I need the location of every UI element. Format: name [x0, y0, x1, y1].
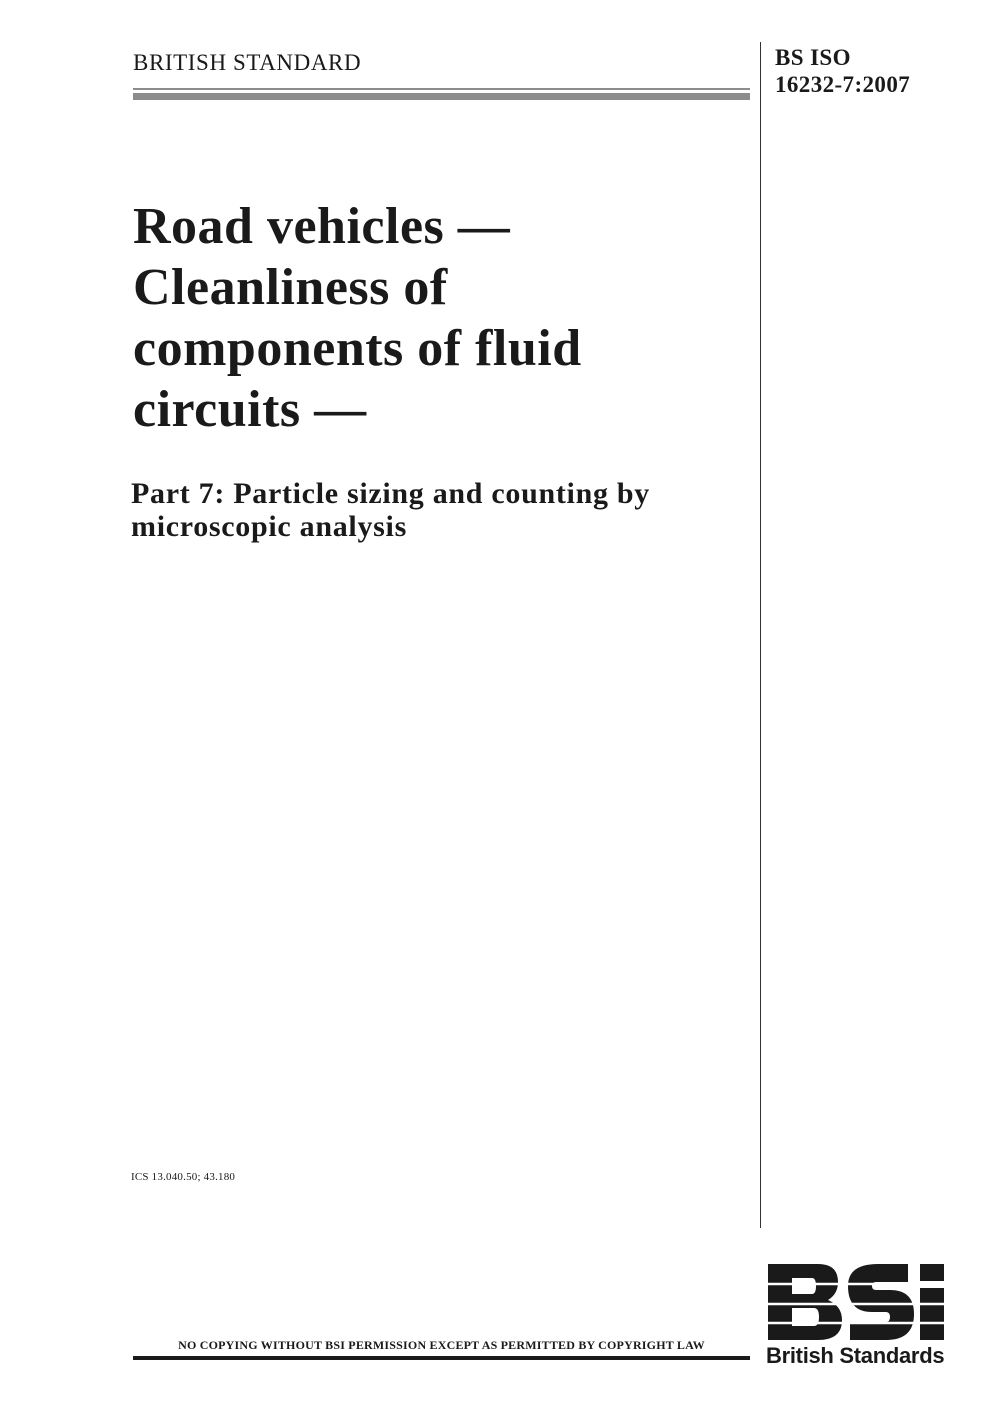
standard-number-line1: BS ISO — [775, 45, 851, 70]
document-subtitle — [131, 477, 751, 543]
standard-number-line2: 16232-7:2007 — [775, 72, 911, 97]
subtitle-line1: Part 7: Particle sizing and counting by — [131, 477, 650, 510]
bsi-mark-icon — [766, 1262, 946, 1342]
title-line3: components of fluid — [133, 320, 582, 377]
series-label: BRITISH STANDARD — [133, 50, 362, 75]
copyright-notice: NO COPYING WITHOUT BSI PERMISSION EXCEPT AS PERMITTED BY COPYRIGHT LAW — [178, 1338, 705, 1352]
vertical-divider — [760, 42, 761, 1228]
subtitle-line2: microscopic analysis — [131, 510, 407, 543]
title-line4: circuits — — [133, 381, 367, 438]
header-rule-thin — [133, 88, 750, 90]
standard-number — [775, 44, 910, 98]
title-line1: Road vehicles — — [133, 198, 511, 255]
footer-rule — [133, 1356, 750, 1360]
title-line2: Cleanliness of — [133, 259, 448, 316]
ics-codes: ICS 13.040.50; 43.180 — [131, 1171, 236, 1183]
bsi-wordmark: British Standards — [766, 1343, 945, 1368]
header-rule-thick — [133, 93, 750, 100]
document-title — [133, 196, 733, 440]
